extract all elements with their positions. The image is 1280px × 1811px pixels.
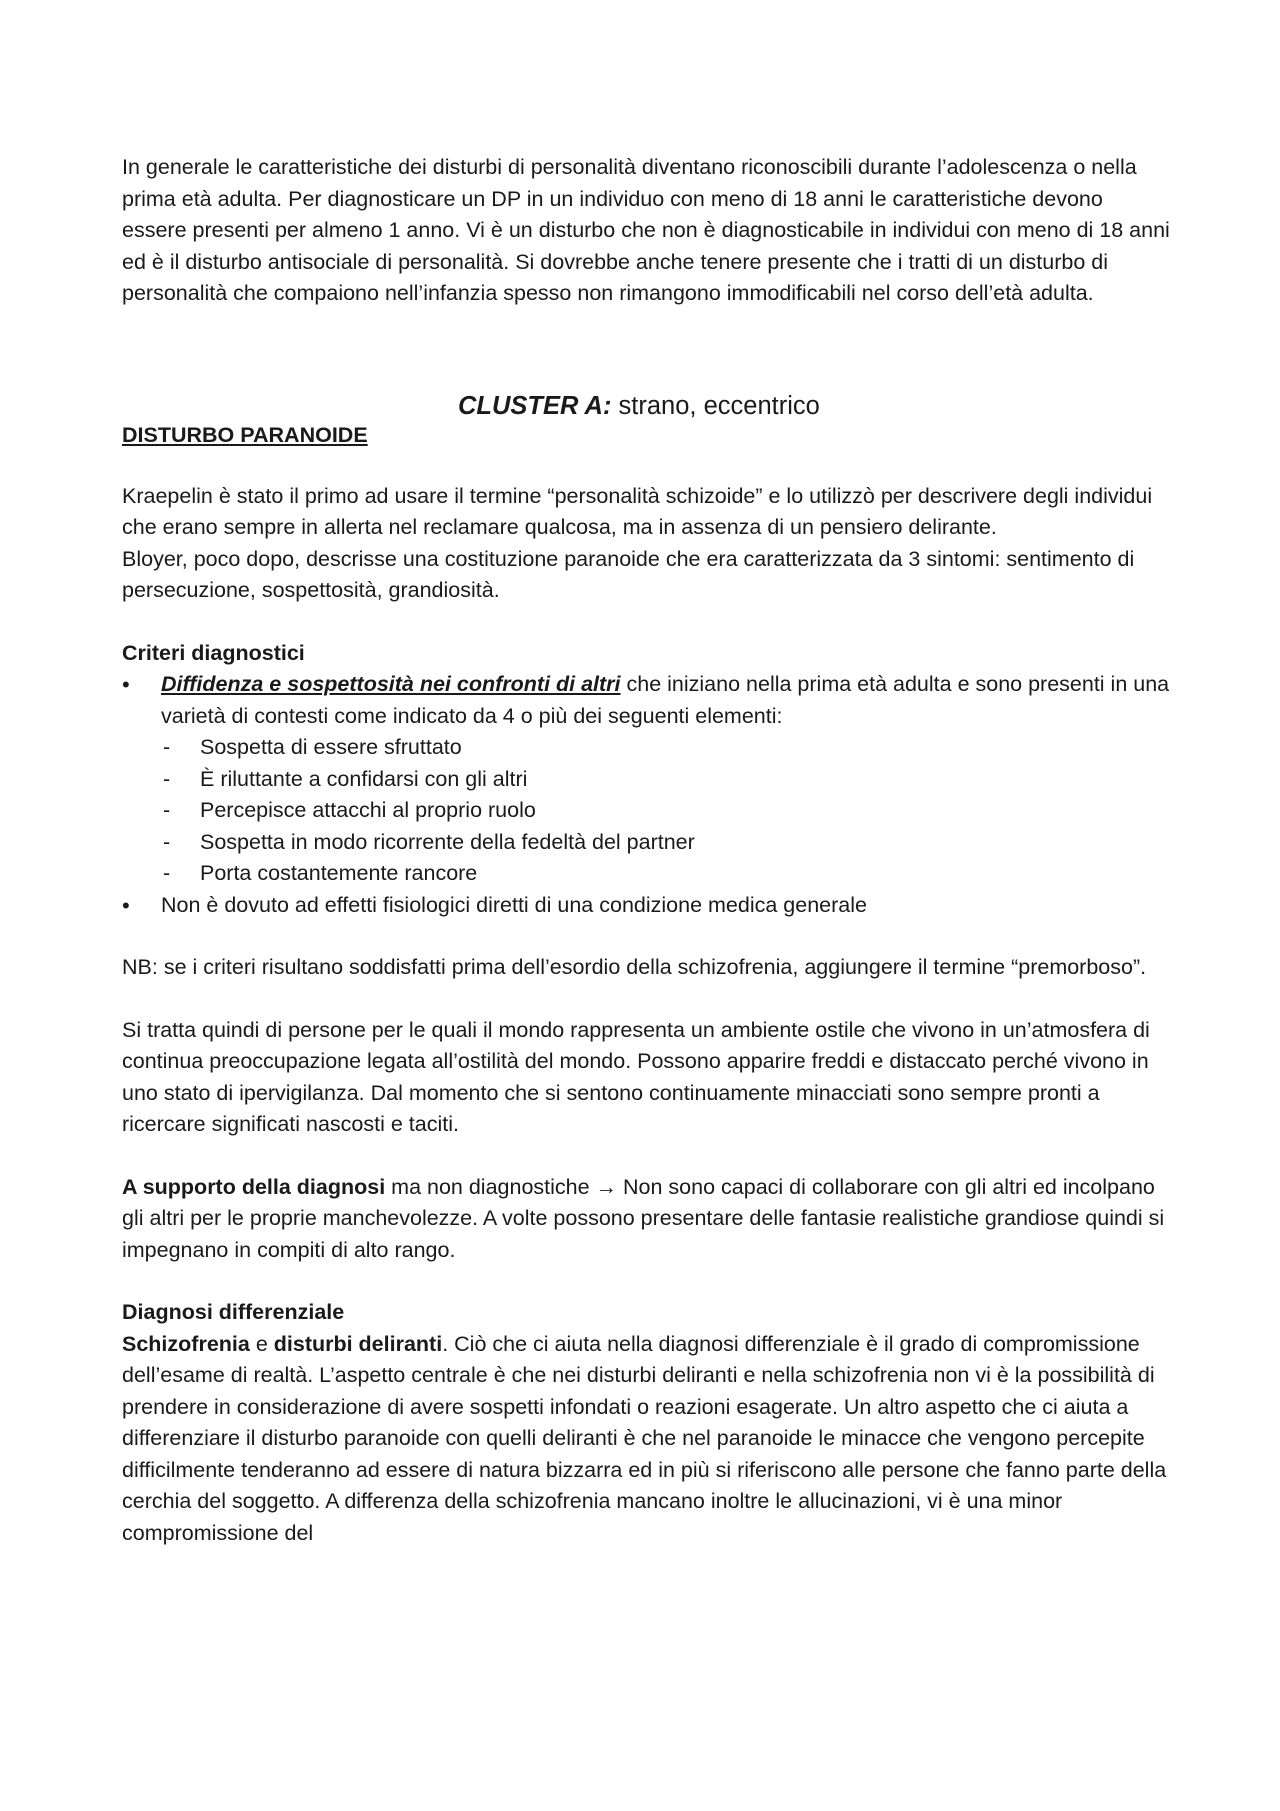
cluster-label: CLUSTER A: [458, 391, 612, 420]
differential-heading: Diagnosi differenziale [122, 1300, 345, 1324]
differential-term-1: Schizofrenia [122, 1331, 250, 1356]
history-paragraph-2: Bloyer, poco dopo, descrisse una costituzione paranoide che era caratterizzata da 3 sintomi: sentimento di persecuzione, sospettosità, grandiosità. [122, 546, 1135, 602]
spacer [122, 607, 1172, 638]
spacer [122, 1141, 1172, 1172]
cluster-description: strano, eccentrico [611, 391, 820, 420]
criteria-list [122, 669, 1172, 921]
support-label: A supporto della diagnosi [122, 1174, 386, 1199]
intro-paragraph: In generale le caratteristiche dei disturbi di personalità diventano riconoscibili durante l’adolescenza o nella prima età adulta. Per diagnosticare un DP in un individuo con meno di 18 anni le caratteristiche devono essere presenti per almeno 1 anno. Vi è un disturbo che non è diagnosticabile in individui con meno di 18 anni ed è il disturbo antisociale di personalità. Si dovrebbe anche tenere presente che i tratti di un disturbo di personalità che compaiono nell’infanzia spesso non rimangono immodificabili nel corso dell’età adulta. [122, 155, 1170, 305]
criteria-subitem: - Porta costantemente rancore [161, 858, 1172, 890]
history-paragraph-1: Kraepelin è stato il primo ad usare il termine “personalità schizoide” e lo utilizzò per descrivere degli individui che erano sempre in allerta nel reclamare qualcosa, ma in assenza di un pensiero delirante. [122, 483, 1153, 539]
criteria-bullet-2: • Non è dovuto ad effetti fisiologici diretti di una condizione medica generale [122, 890, 1172, 922]
criteria-bullet-1-text: che iniziano nella prima età adulta e sono presenti in una varietà di contesti come indicato da 4 o più dei seguenti elementi: [161, 672, 1170, 728]
spacer [122, 450, 1172, 481]
cluster-header [122, 388, 1172, 450]
spacer [122, 310, 1172, 388]
differential-conjunction: e [249, 1331, 274, 1356]
cluster-title [458, 388, 820, 424]
description-paragraph: Si tratta quindi di persone per le quali il mondo rappresenta un ambiente ostile che vivono in un’atmosfera di continua preoccupazione legata all’ostilità del mondo. Possono apparire freddi e distaccato perché vivono in uno stato di ipervigilanza. Dal momento che si sentono continuamente minacciati sono sempre pronti a ricercare significati nascosti e taciti. [122, 1017, 1150, 1136]
criteria-subitem: - Sospetta in modo ricorrente della fedeltà del partner [161, 827, 1172, 859]
support-paragraph [122, 1172, 1172, 1267]
spacer [122, 921, 1172, 952]
criteria-bullet-1 [122, 669, 1172, 890]
differential-paragraph [122, 1329, 1172, 1550]
note-paragraph: NB: se i criteri risultano soddisfatti prima dell’esordio della schizofrenia, aggiungere il termine “premorboso”. [122, 955, 1147, 979]
section-title: DISTURBO PARANOIDE [122, 422, 368, 447]
criteria-sublist [161, 732, 1172, 890]
differential-text: . Ciò che ci aiuta nella diagnosi differenziale è il grado di compromissione dell’esame di realtà. L’aspetto centrale è che nei disturbi deliranti e nella schizofrenia non vi è la possibilità di prendere in considerazione di avere sospetti infondati o reazioni esagerate. Un altro aspetto che ci aiuta a differenziare il disturbo paranoide con quelli deliranti è che nel paranoide le minacce che vengono percepite difficilmente tenderanno ad essere di natura bizzarra ed in più si riferiscono alle persone che fanno parte della cerchia del soggetto. A differenza della schizofrenia mancano inoltre le allucinazioni, vi è una minor compromissione del [122, 1331, 1167, 1545]
spacer [122, 984, 1172, 1015]
differential-term-2: disturbi deliranti [273, 1331, 443, 1356]
criteria-subitem: - È riluttante a confidarsi con gli altri [161, 764, 1172, 796]
document-page [122, 152, 1172, 1549]
spacer [122, 1266, 1172, 1297]
criteria-emphasis: Diffidenza e sospettosità nei confronti di altri [161, 672, 621, 696]
support-text: ma non diagnostiche → Non sono capaci di collaborare con gli altri ed incolpano gli altri per le proprie manchevolezze. A volte possono presentare delle fantasie realistiche grandiose quindi si impegnano in compiti di alto rango. [122, 1174, 1165, 1262]
criteria-subitem: - Percepisce attacchi al proprio ruolo [161, 795, 1172, 827]
criteria-heading: Criteri diagnostici [122, 640, 305, 665]
criteria-subitem: - Sospetta di essere sfruttato [161, 732, 1172, 764]
